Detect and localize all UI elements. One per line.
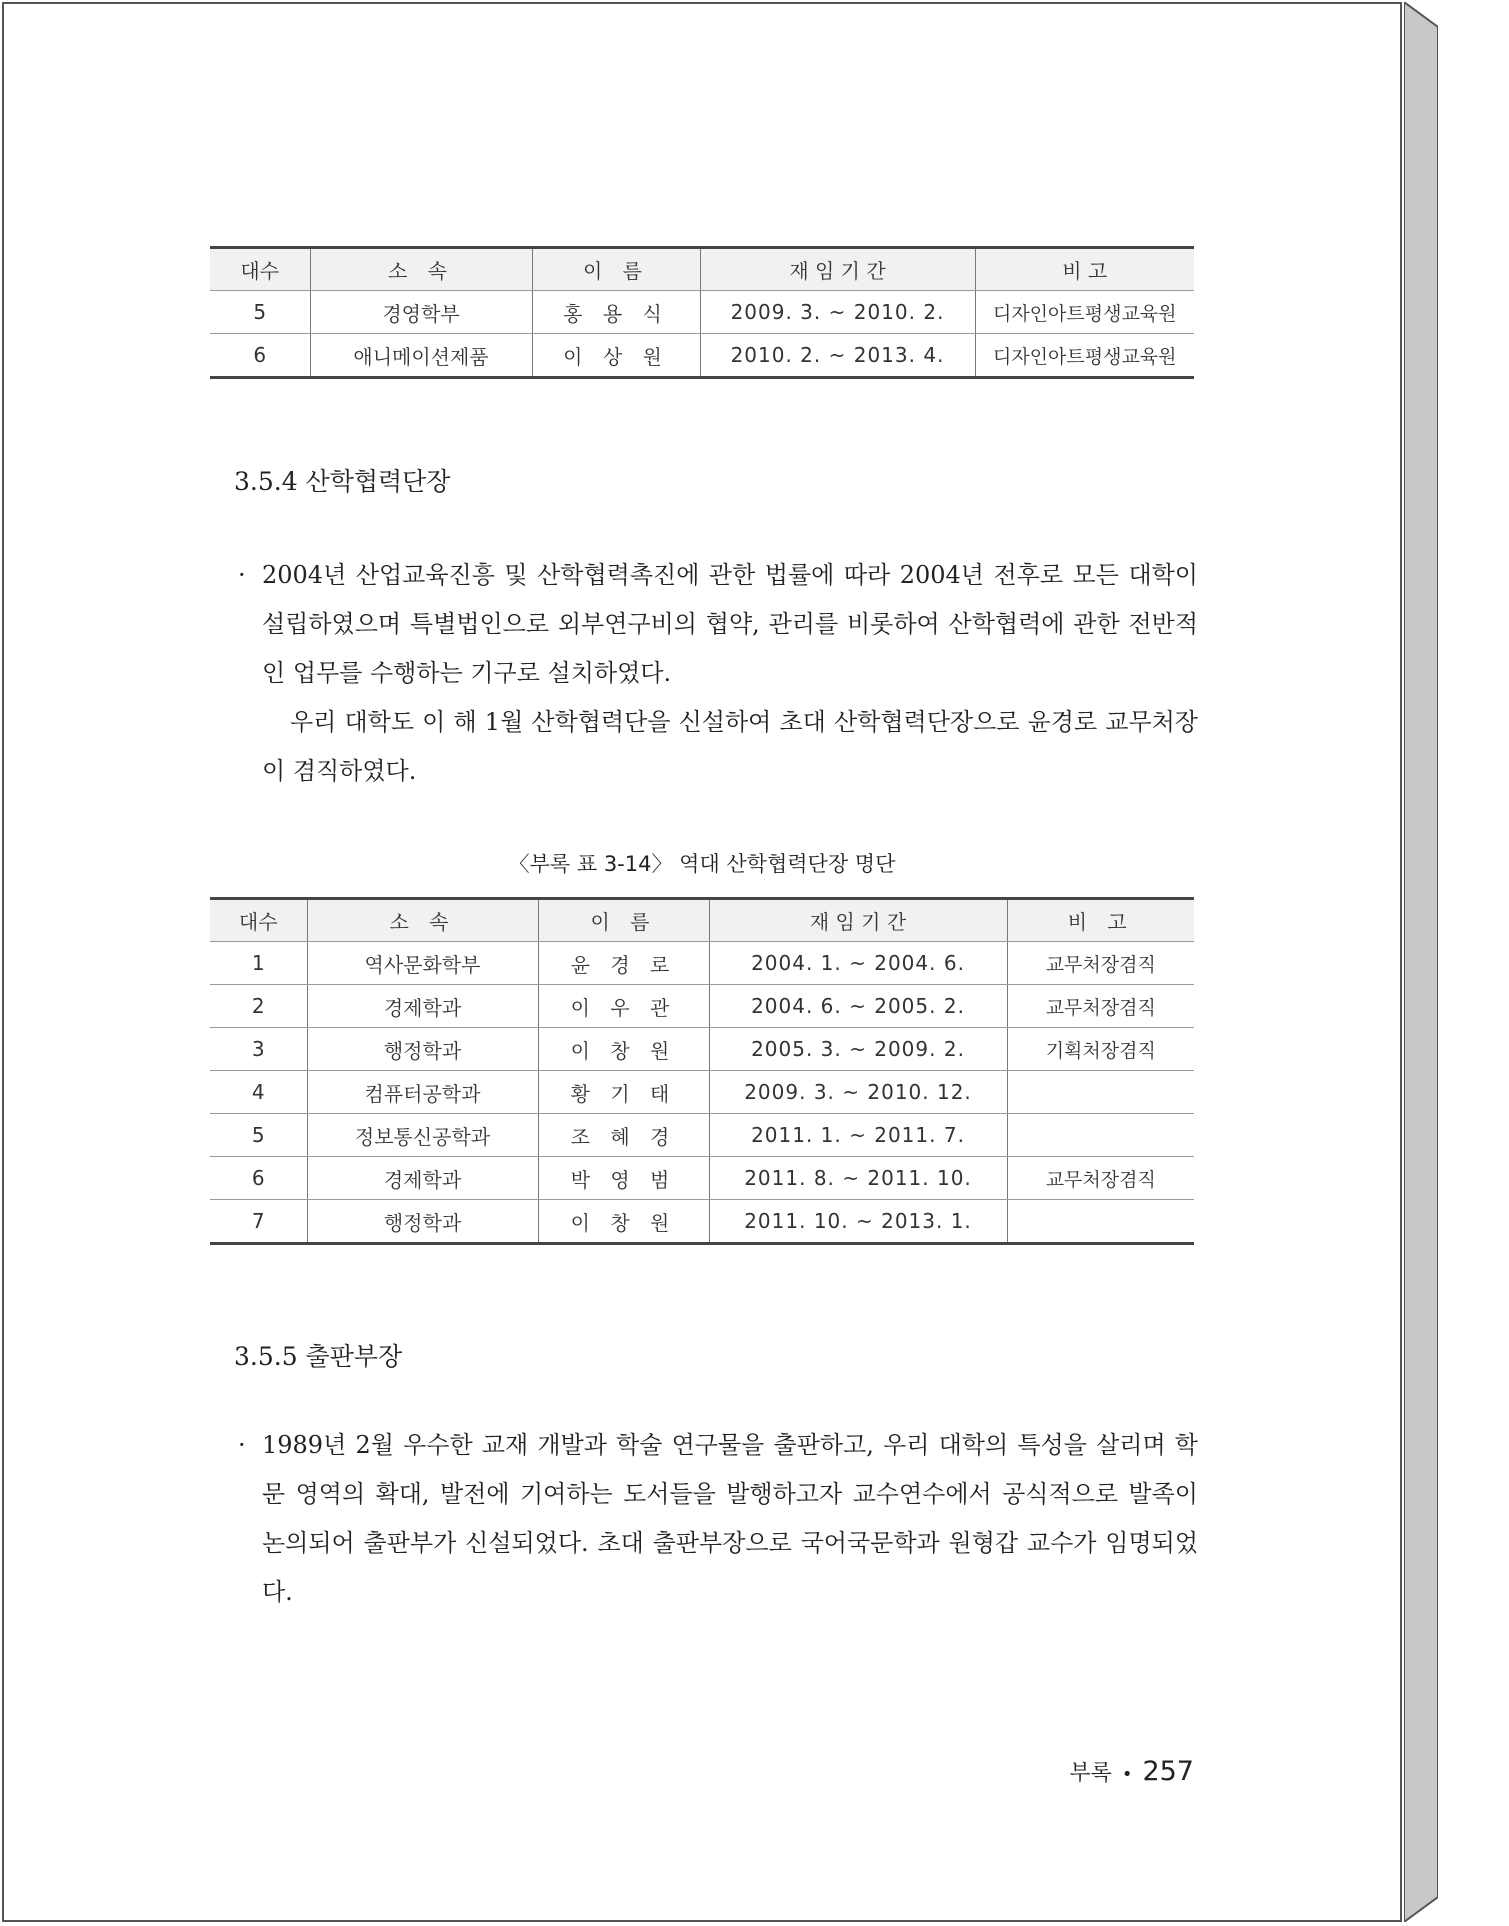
table-row <box>210 985 1194 1028</box>
cell-note: 디자인아트평생교육원 <box>975 334 1194 378</box>
table-row <box>210 291 1194 334</box>
paragraph-text: 2004년 산업교육진흥 및 산학협력촉진에 관한 법률에 따라 2004년 전후로 모든 대학이 설립하였으며 특별법인으로 외부연구비의 협약, 관리를 비롯하여 산학협력에 관한 전반적인 업무를 수행하는 기구로 설치하였다. <box>262 561 1198 687</box>
paragraph-355-1 <box>238 1421 1198 1617</box>
cell-department: 역사문화학부 <box>307 942 538 985</box>
cell-department: 애니메이션제품 <box>310 334 532 378</box>
cell-name: 이 상 원 <box>532 334 700 378</box>
cell-note: 교무처장겸직 <box>1007 985 1194 1028</box>
header-name: 이 름 <box>532 248 700 291</box>
cell-generation: 3 <box>210 1028 307 1071</box>
header-name: 이 름 <box>538 899 709 942</box>
header-generation: 대수 <box>210 899 307 942</box>
footer-dot: • <box>1121 1764 1133 1785</box>
cell-term: 2010. 2. ~ 2013. 4. <box>700 334 975 378</box>
cell-name: 이 우 관 <box>538 985 709 1028</box>
table-row <box>210 1114 1194 1157</box>
table-previous-list <box>210 246 1194 379</box>
cell-department: 정보통신공학과 <box>307 1114 538 1157</box>
cell-note <box>1007 1071 1194 1114</box>
cell-department: 컴퓨터공학과 <box>307 1071 538 1114</box>
cell-generation: 5 <box>210 1114 307 1157</box>
cell-term: 2005. 3. ~ 2009. 2. <box>709 1028 1007 1071</box>
cell-generation: 7 <box>210 1200 307 1244</box>
cell-name: 황 기 태 <box>538 1071 709 1114</box>
cell-name: 이 창 원 <box>538 1200 709 1244</box>
cell-generation: 4 <box>210 1071 307 1114</box>
paragraph-354-2 <box>238 698 1198 796</box>
table-industry-cooperation-heads <box>210 897 1194 1245</box>
header-department: 소 속 <box>307 899 538 942</box>
cell-department: 경제학과 <box>307 1157 538 1200</box>
table-row <box>210 1157 1194 1200</box>
header-term: 재 임 기 간 <box>700 248 975 291</box>
table-caption: 〈부록 표 3-14〉 역대 산학협력단장 명단 <box>508 852 896 876</box>
cell-generation: 1 <box>210 942 307 985</box>
header-note: 비 고 <box>1007 899 1194 942</box>
cell-name: 홍 용 식 <box>532 291 700 334</box>
cell-term: 2011. 1. ~ 2011. 7. <box>709 1114 1007 1157</box>
cell-term: 2004. 6. ~ 2005. 2. <box>709 985 1007 1028</box>
cell-generation: 6 <box>210 334 310 378</box>
section-heading-354: 3.5.4 산학협력단장 <box>234 467 451 496</box>
page-footer <box>1069 1756 1194 1787</box>
bullet-mark: · <box>238 1431 246 1459</box>
section-heading-355: 3.5.5 출판부장 <box>234 1342 403 1371</box>
bullet-mark: · <box>238 561 246 589</box>
cell-department: 경영학부 <box>310 291 532 334</box>
paragraph-text: 우리 대학도 이 해 1월 산학협력단을 신설하여 초대 산학협력단장으로 윤경로 교무처장이 겸직하였다. <box>262 708 1198 785</box>
cell-name: 이 창 원 <box>538 1028 709 1071</box>
page-edge-shadow <box>1404 2 1438 1922</box>
cell-note: 교무처장겸직 <box>1007 942 1194 985</box>
cell-term: 2004. 1. ~ 2004. 6. <box>709 942 1007 985</box>
cell-note: 교무처장겸직 <box>1007 1157 1194 1200</box>
table-row <box>210 1028 1194 1071</box>
cell-name: 조 혜 경 <box>538 1114 709 1157</box>
cell-note: 기획처장겸직 <box>1007 1028 1194 1071</box>
cell-term: 2011. 8. ~ 2011. 10. <box>709 1157 1007 1200</box>
cell-note <box>1007 1200 1194 1244</box>
table-header-row <box>210 899 1194 942</box>
footer-label: 부록 <box>1069 1761 1112 1786</box>
table-row <box>210 334 1194 378</box>
cell-generation: 5 <box>210 291 310 334</box>
cell-name: 윤 경 로 <box>538 942 709 985</box>
cell-department: 경제학과 <box>307 985 538 1028</box>
cell-generation: 2 <box>210 985 307 1028</box>
cell-note <box>1007 1114 1194 1157</box>
cell-department: 행정학과 <box>307 1028 538 1071</box>
header-note: 비 고 <box>975 248 1194 291</box>
page-number: 257 <box>1142 1756 1194 1787</box>
table-row <box>210 942 1194 985</box>
header-department: 소 속 <box>310 248 532 291</box>
cell-term: 2011. 10. ~ 2013. 1. <box>709 1200 1007 1244</box>
paragraph-354-1 <box>238 551 1198 698</box>
table-header-row <box>210 248 1194 291</box>
paragraph-text: 1989년 2월 우수한 교재 개발과 학술 연구물을 출판하고, 우리 대학의 특성을 살리며 학문 영역의 확대, 발전에 기여하는 도서들을 발행하고자 교수연수에서 공식적으로 발족이 논의되어 출판부가 신설되었다. 초대 출판부장으로 국어국문학과 원형갑 교수가 임명되었다. <box>262 1431 1198 1606</box>
cell-note: 디자인아트평생교육원 <box>975 291 1194 334</box>
header-term: 재 임 기 간 <box>709 899 1007 942</box>
table-row <box>210 1071 1194 1114</box>
cell-department: 행정학과 <box>307 1200 538 1244</box>
cell-term: 2009. 3. ~ 2010. 12. <box>709 1071 1007 1114</box>
table-row <box>210 1200 1194 1244</box>
header-generation: 대수 <box>210 248 310 291</box>
cell-generation: 6 <box>210 1157 307 1200</box>
cell-name: 박 영 범 <box>538 1157 709 1200</box>
cell-term: 2009. 3. ~ 2010. 2. <box>700 291 975 334</box>
